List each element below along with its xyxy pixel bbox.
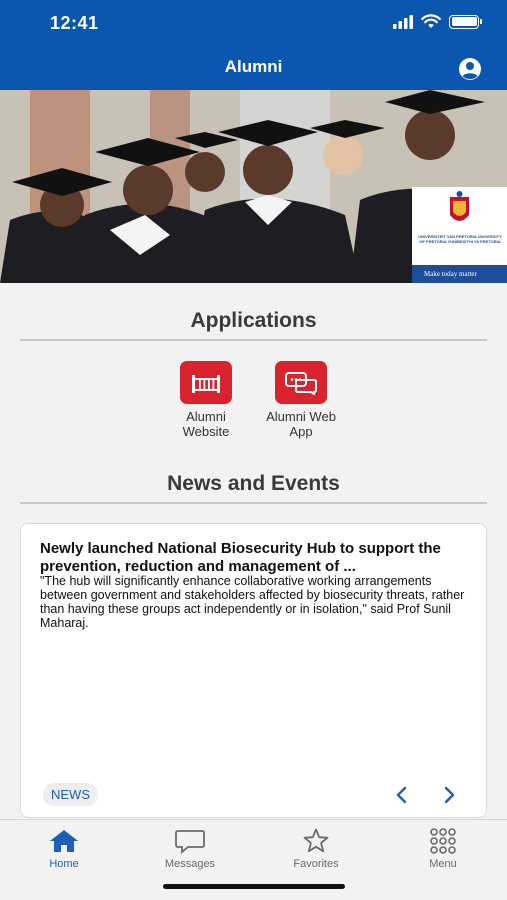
university-logo-badge [412,187,507,283]
star-icon [300,828,332,854]
nav-menu[interactable] [398,828,488,870]
applications-title: Applications [190,309,317,332]
chevron-left-icon[interactable] [390,783,414,807]
news-summary: "The hub will significantly enhance collaborative working arrangements between government and stakeholders affected by biosecurity threats, rather than having these groups act independently or in isolation," said Prof Sunil Maharaj. [40,574,465,630]
battery-icon [449,15,479,29]
nav-home-label: Home [49,858,79,870]
chat-icon [174,828,206,854]
grid-icon [427,828,459,854]
crest-icon [412,187,507,234]
app-header [0,48,507,90]
applications-divider [20,339,487,341]
news-divider [20,502,487,504]
university-name: UNIVERSITEIT VAN PRETORIA UNIVERSITY OF PRETORIA YUNIBESITHI YA PRETORIA [418,234,502,244]
gate-icon [180,361,232,404]
news-tag[interactable]: NEWS [43,783,98,806]
nav-menu-label: Menu [429,858,457,870]
alumni-web-app-button[interactable] [253,361,349,439]
alumni-website-button[interactable] [158,361,254,439]
university-slogan: Make today matter [412,265,507,283]
nav-messages[interactable] [145,828,235,870]
page-title: Alumni [224,57,283,76]
signal-icon [393,15,413,29]
status-time: 12:41 [50,13,99,33]
nav-messages-label: Messages [164,858,216,870]
news-title: News and Events [167,472,340,495]
news-card[interactable] [20,523,487,818]
hero-banner [0,90,507,283]
nav-favorites-label: Favorites [293,858,339,870]
home-indicator [163,884,345,889]
home-icon [48,828,80,854]
chat-bubbles-icon [275,361,327,404]
wifi-icon [421,14,441,29]
status-icons [393,14,479,29]
alumni-web-app-label: Alumni Web App [266,409,336,439]
nav-favorites[interactable] [271,828,361,870]
nav-home[interactable] [19,828,109,870]
chevron-right-icon[interactable] [437,783,461,807]
status-bar [0,0,507,48]
alumni-website-label: Alumni Website [182,409,230,439]
user-circle-icon[interactable] [457,56,483,82]
news-headline: Newly launched National Biosecurity Hub to support the prevention, reduction and management of ... [40,540,441,575]
